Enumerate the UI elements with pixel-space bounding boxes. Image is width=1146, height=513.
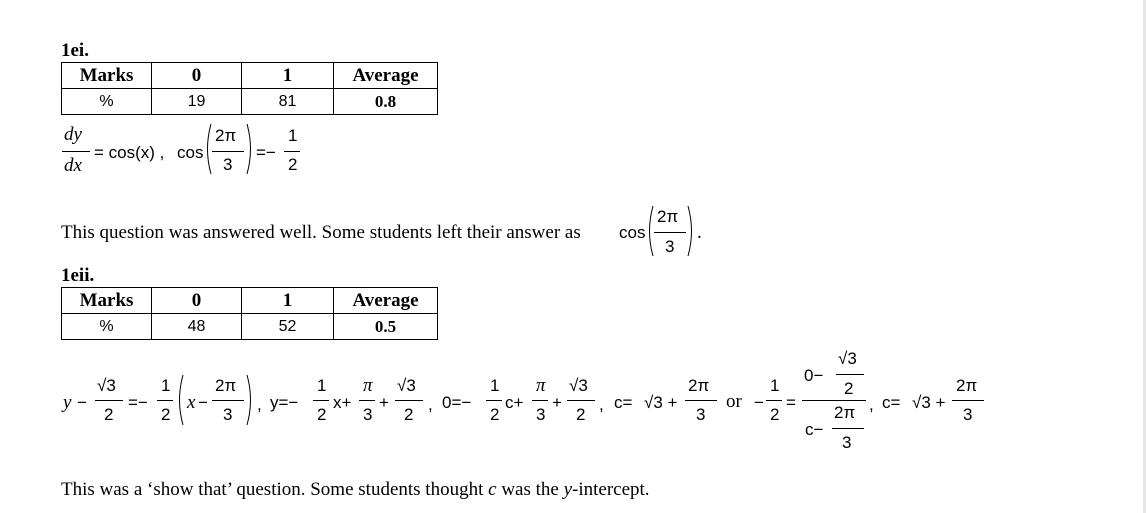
equals-minus: =− xyxy=(128,393,148,412)
three-denominator: 3 xyxy=(223,155,233,174)
two-pi-numerator: 2π xyxy=(215,126,237,145)
c-equals: c= xyxy=(614,393,633,412)
fraction-bar xyxy=(359,400,375,401)
equals-sign: = xyxy=(786,393,796,412)
fraction-bar xyxy=(766,400,782,401)
fraction-bar xyxy=(486,400,502,401)
percent-label: % xyxy=(62,89,152,115)
fraction-bar xyxy=(685,400,717,401)
comma: , xyxy=(869,395,874,414)
two-denominator: 2 xyxy=(288,155,298,174)
average-value: 0.5 xyxy=(334,314,438,340)
fraction-bar xyxy=(212,400,244,401)
fraction-bar xyxy=(567,400,595,401)
comment-cos: cos xyxy=(619,223,646,242)
comment-mid: was the xyxy=(501,479,559,500)
three-denominator: 3 xyxy=(363,405,373,424)
fraction-bar xyxy=(313,400,329,401)
fraction-bar xyxy=(395,400,423,401)
average-header: Average xyxy=(334,288,438,314)
sqrt3-numerator: √3 xyxy=(397,376,416,395)
two-pi-numerator: 2π xyxy=(215,376,237,395)
comment-c: c xyxy=(488,479,497,500)
comma: , xyxy=(428,395,433,414)
y-variable: y xyxy=(63,392,72,413)
mark-1-header: 1 xyxy=(242,63,334,89)
two-denominator: 2 xyxy=(161,405,171,424)
average-value: 0.8 xyxy=(334,89,438,115)
average-header: Average xyxy=(334,63,438,89)
fraction-bar xyxy=(654,232,686,233)
comment-period: . xyxy=(697,222,702,243)
main-fraction-bar xyxy=(802,400,866,401)
one-numerator: 1 xyxy=(161,376,171,395)
one-numerator: 1 xyxy=(770,376,780,395)
pi-numerator: π xyxy=(363,375,373,396)
fraction-bar xyxy=(952,400,984,401)
cos-label: cos xyxy=(177,143,204,162)
zero-minus: 0− xyxy=(804,366,824,385)
marks-header: Marks xyxy=(62,63,152,89)
left-paren xyxy=(203,123,213,175)
marks-header: Marks xyxy=(62,288,152,314)
minus-sign: − xyxy=(754,393,764,412)
right-paren xyxy=(245,123,255,175)
comment-1eii xyxy=(61,480,650,499)
fraction-bar xyxy=(832,428,864,429)
fraction-bar xyxy=(284,151,300,152)
three-denominator: 3 xyxy=(842,433,852,452)
equals-minus: =− xyxy=(256,143,276,162)
left-paren xyxy=(175,374,185,426)
zero-equals-minus: 0=− xyxy=(442,393,472,412)
dx-denominator: dx xyxy=(64,155,82,176)
two-denominator: 2 xyxy=(317,405,327,424)
percent-0: 48 xyxy=(152,314,242,340)
c-equals: c= xyxy=(882,393,901,412)
three-denominator: 3 xyxy=(536,405,546,424)
right-paren xyxy=(686,205,696,257)
two-pi-numerator: 2π xyxy=(834,403,856,422)
two-denominator: 2 xyxy=(404,405,414,424)
fraction-bar xyxy=(836,374,864,375)
three-denominator: 3 xyxy=(963,405,973,424)
or-word: or xyxy=(726,391,742,412)
mark-0-header: 0 xyxy=(152,63,242,89)
fraction-bar xyxy=(95,400,123,401)
comment-text: This question was answered well. Some students left their answer as xyxy=(61,222,581,243)
percent-1: 52 xyxy=(242,314,334,340)
comment-numerator: 2π xyxy=(657,207,679,226)
two-denominator: 2 xyxy=(104,405,114,424)
comment-y: y xyxy=(563,479,573,500)
one-numerator: 1 xyxy=(490,376,500,395)
x-plus: x+ xyxy=(333,393,352,412)
sqrt3-plus: √3 + xyxy=(912,393,946,412)
table-row xyxy=(62,89,438,115)
comment-text: This was a ‘show that’ question. Some students thought xyxy=(61,479,484,500)
c-minus: c− xyxy=(805,420,824,439)
two-denominator: 2 xyxy=(770,405,780,424)
three-denominator: 3 xyxy=(696,405,706,424)
x-variable: x xyxy=(187,392,196,413)
one-numerator: 1 xyxy=(288,126,298,145)
two-denominator: 2 xyxy=(576,405,586,424)
comment-end: -intercept. xyxy=(572,479,650,500)
plus-sign: + xyxy=(552,393,562,412)
y-equals-minus: y=− xyxy=(270,393,299,412)
left-paren xyxy=(645,205,655,257)
percent-label: % xyxy=(62,314,152,340)
sqrt3-numerator: √3 xyxy=(569,376,588,395)
comment-denominator: 3 xyxy=(665,237,675,256)
sqrt3-plus: √3 + xyxy=(644,393,678,412)
two-denominator: 2 xyxy=(844,379,854,398)
fraction-bar xyxy=(532,400,548,401)
question-heading-1ei: 1ei. xyxy=(61,40,89,61)
pi-numerator: π xyxy=(536,375,546,396)
right-paren xyxy=(245,374,255,426)
percent-1: 81 xyxy=(242,89,334,115)
table-header-row xyxy=(62,288,438,314)
percent-0: 19 xyxy=(152,89,242,115)
comma: , xyxy=(599,395,604,414)
fraction-bar xyxy=(62,151,90,152)
cos-x-expression: = cos(x) , xyxy=(94,143,165,162)
plus-sign: + xyxy=(379,393,389,412)
mark-0-header: 0 xyxy=(152,288,242,314)
sqrt3-numerator: √3 xyxy=(838,349,857,368)
c-plus: c+ xyxy=(505,393,524,412)
table-row xyxy=(62,314,438,340)
two-denominator: 2 xyxy=(490,405,500,424)
one-numerator: 1 xyxy=(317,376,327,395)
minus-sign: − xyxy=(198,393,208,412)
marks-table-1ei xyxy=(61,62,438,115)
mark-1-header: 1 xyxy=(242,288,334,314)
fraction-bar xyxy=(212,151,244,152)
three-denominator: 3 xyxy=(223,405,233,424)
dy-numerator: dy xyxy=(64,124,82,145)
table-header-row xyxy=(62,63,438,89)
comma: , xyxy=(257,395,262,414)
two-pi-numerator: 2π xyxy=(956,376,978,395)
marks-table-1eii xyxy=(61,287,438,340)
sqrt3-numerator: √3 xyxy=(97,376,116,395)
two-pi-numerator: 2π xyxy=(688,376,710,395)
question-heading-1eii: 1eii. xyxy=(61,265,95,286)
fraction-bar xyxy=(157,400,173,401)
minus-sign: − xyxy=(77,393,87,412)
